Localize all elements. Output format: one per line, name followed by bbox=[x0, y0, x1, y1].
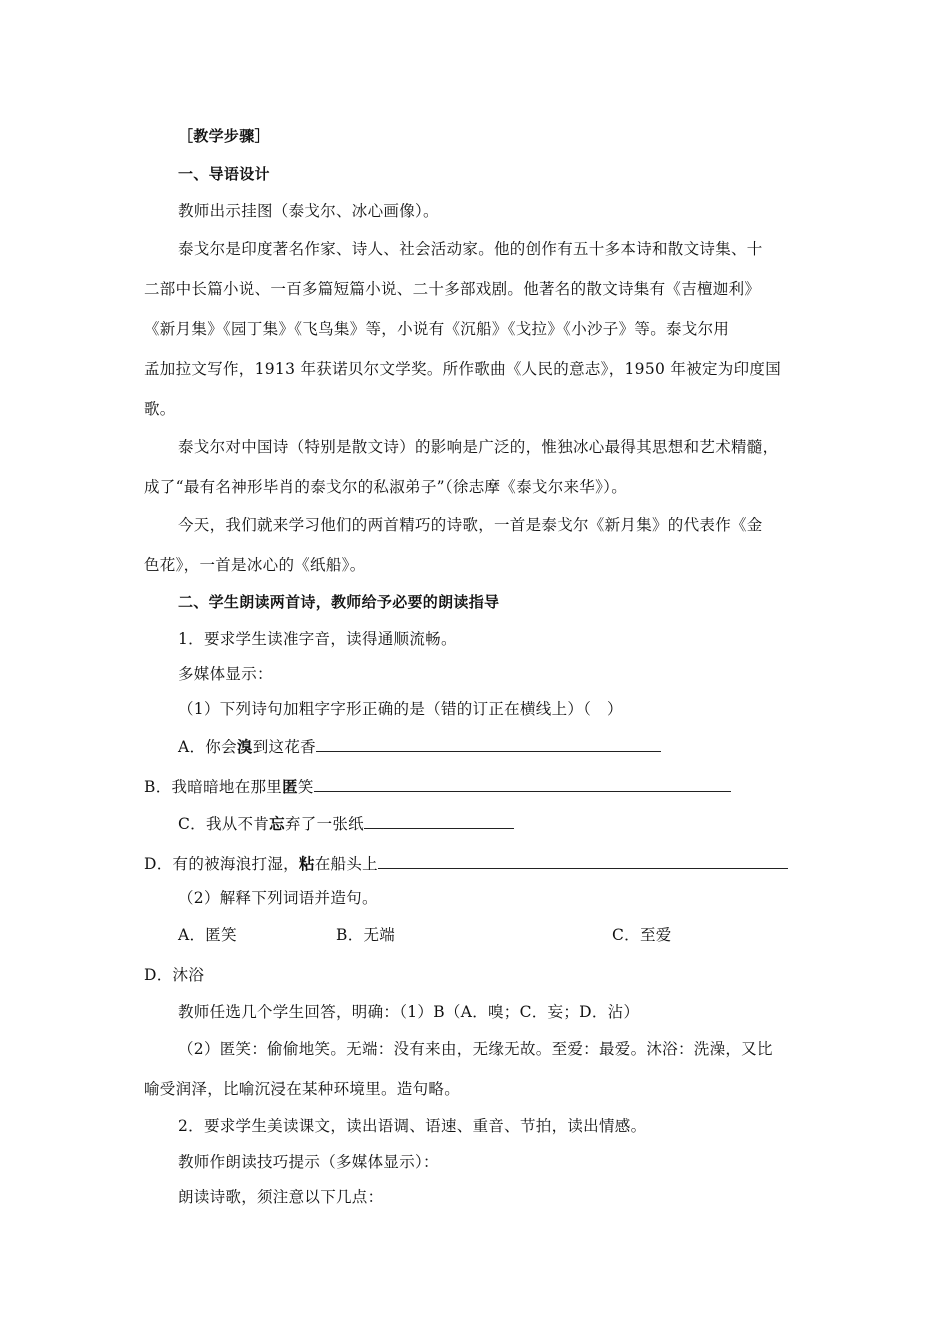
option-a-suffix: 到这花香 bbox=[252, 738, 316, 756]
option-b-suffix: 笑 bbox=[297, 778, 314, 796]
influence-paragraph-line-1: 泰戈尔对中国诗（特别是散文诗）的影响是广泛的，惟独冰心最得其思想和艺术精髓， bbox=[178, 438, 779, 456]
media-label: 多媒体显示： bbox=[178, 665, 273, 683]
option-c-bold-char: 忘 bbox=[269, 814, 285, 833]
option-d-prefix: D．有的被海浪打湿， bbox=[144, 855, 299, 873]
answer-2-line-1: （2）匿笑：偷偷地笑。无端：没有来由，无缘无故。至爱：最爱。沐浴：洗澡，又比 bbox=[178, 1040, 773, 1058]
option-b bbox=[144, 776, 731, 797]
part1-heading: 一、导语设计 bbox=[178, 165, 270, 183]
tagore-paragraph-line-3: 《新月集》《园丁集》《飞鸟集》等，小说有《沉船》《戈拉》《小沙子》等。泰戈尔用 bbox=[144, 320, 730, 338]
option-c-suffix: 弃了一张纸 bbox=[284, 815, 364, 833]
option-c bbox=[178, 813, 514, 834]
question-1: （1）下列诗句加粗字字形正确的是（错的订正在横线上）（ ） bbox=[178, 700, 623, 718]
option-d-suffix: 在船头上 bbox=[314, 855, 378, 873]
option-c-answer-blank bbox=[364, 813, 514, 829]
option-b-answer-blank bbox=[314, 776, 731, 792]
today-paragraph-line-1: 今天，我们就来学习他们的两首精巧的诗歌，一首是泰戈尔《新月集》的代表作《金 bbox=[178, 516, 763, 534]
influence-paragraph-line-2: 成了“最有名神形毕肖的泰戈尔的私淑弟子”（徐志摩《泰戈尔来华》）。 bbox=[144, 478, 628, 496]
option-a bbox=[178, 736, 661, 757]
tagore-paragraph-line-2: 二部中长篇小说、一百多篇短篇小说、二十多部戏剧。他著名的散文诗集有《吉檀迦利》 bbox=[144, 280, 761, 298]
option-a-bold-char: 溴 bbox=[236, 737, 253, 756]
option-a-answer-blank bbox=[316, 736, 661, 752]
option-d-bold-char: 粘 bbox=[298, 854, 315, 873]
word-c: C．至爱 bbox=[612, 926, 672, 944]
word-a: A．匿笑 bbox=[178, 926, 237, 944]
item-1: 1．要求学生读准字音，读得通顺流畅。 bbox=[178, 630, 457, 648]
word-b: B．无端 bbox=[336, 926, 396, 944]
option-c-prefix: C．我从不肯 bbox=[178, 815, 270, 833]
option-d-answer-blank bbox=[378, 853, 788, 869]
intro-paragraph: 教师出示挂图（泰戈尔、冰心画像）。 bbox=[178, 202, 439, 220]
tagore-paragraph-line-4: 孟加拉文写作，1913 年获诺贝尔文学奖。所作歌曲《人民的意志》，1950 年被定为印度国 bbox=[144, 360, 781, 378]
today-paragraph-line-2: 色花》，一首是冰心的《纸船》。 bbox=[144, 556, 366, 574]
part2-heading: 二、学生朗读两首诗，教师给予必要的朗读指导 bbox=[178, 593, 500, 611]
question-2: （2）解释下列词语并造句。 bbox=[178, 889, 378, 907]
reading-tip: 教师作朗读技巧提示（多媒体显示）： bbox=[178, 1153, 439, 1171]
answer-2-line-2: 喻受润泽，比喻沉浸在某种环境里。造句略。 bbox=[144, 1080, 461, 1098]
reading-tip-points: 朗读诗歌，须注意以下几点： bbox=[178, 1188, 384, 1206]
option-b-prefix: B．我暗暗地在那里 bbox=[144, 778, 283, 796]
section-title: ［教学步骤］ bbox=[178, 127, 270, 145]
word-d: D．沐浴 bbox=[144, 966, 205, 984]
tagore-paragraph-line-5: 歌。 bbox=[144, 400, 176, 418]
option-d bbox=[144, 853, 788, 874]
option-a-prefix: A．你会 bbox=[178, 738, 237, 756]
answer-1: 教师任选几个学生回答，明确：（1）B（A．嗅；C．妄；D．沾） bbox=[178, 1003, 640, 1021]
option-b-bold-char: 匿 bbox=[282, 777, 298, 796]
item-2: 2．要求学生美读课文，读出语调、语速、重音、节拍，读出情感。 bbox=[178, 1117, 647, 1135]
tagore-paragraph-line-1: 泰戈尔是印度著名作家、诗人、社会活动家。他的创作有五十多本诗和散文诗集、十 bbox=[178, 240, 763, 258]
